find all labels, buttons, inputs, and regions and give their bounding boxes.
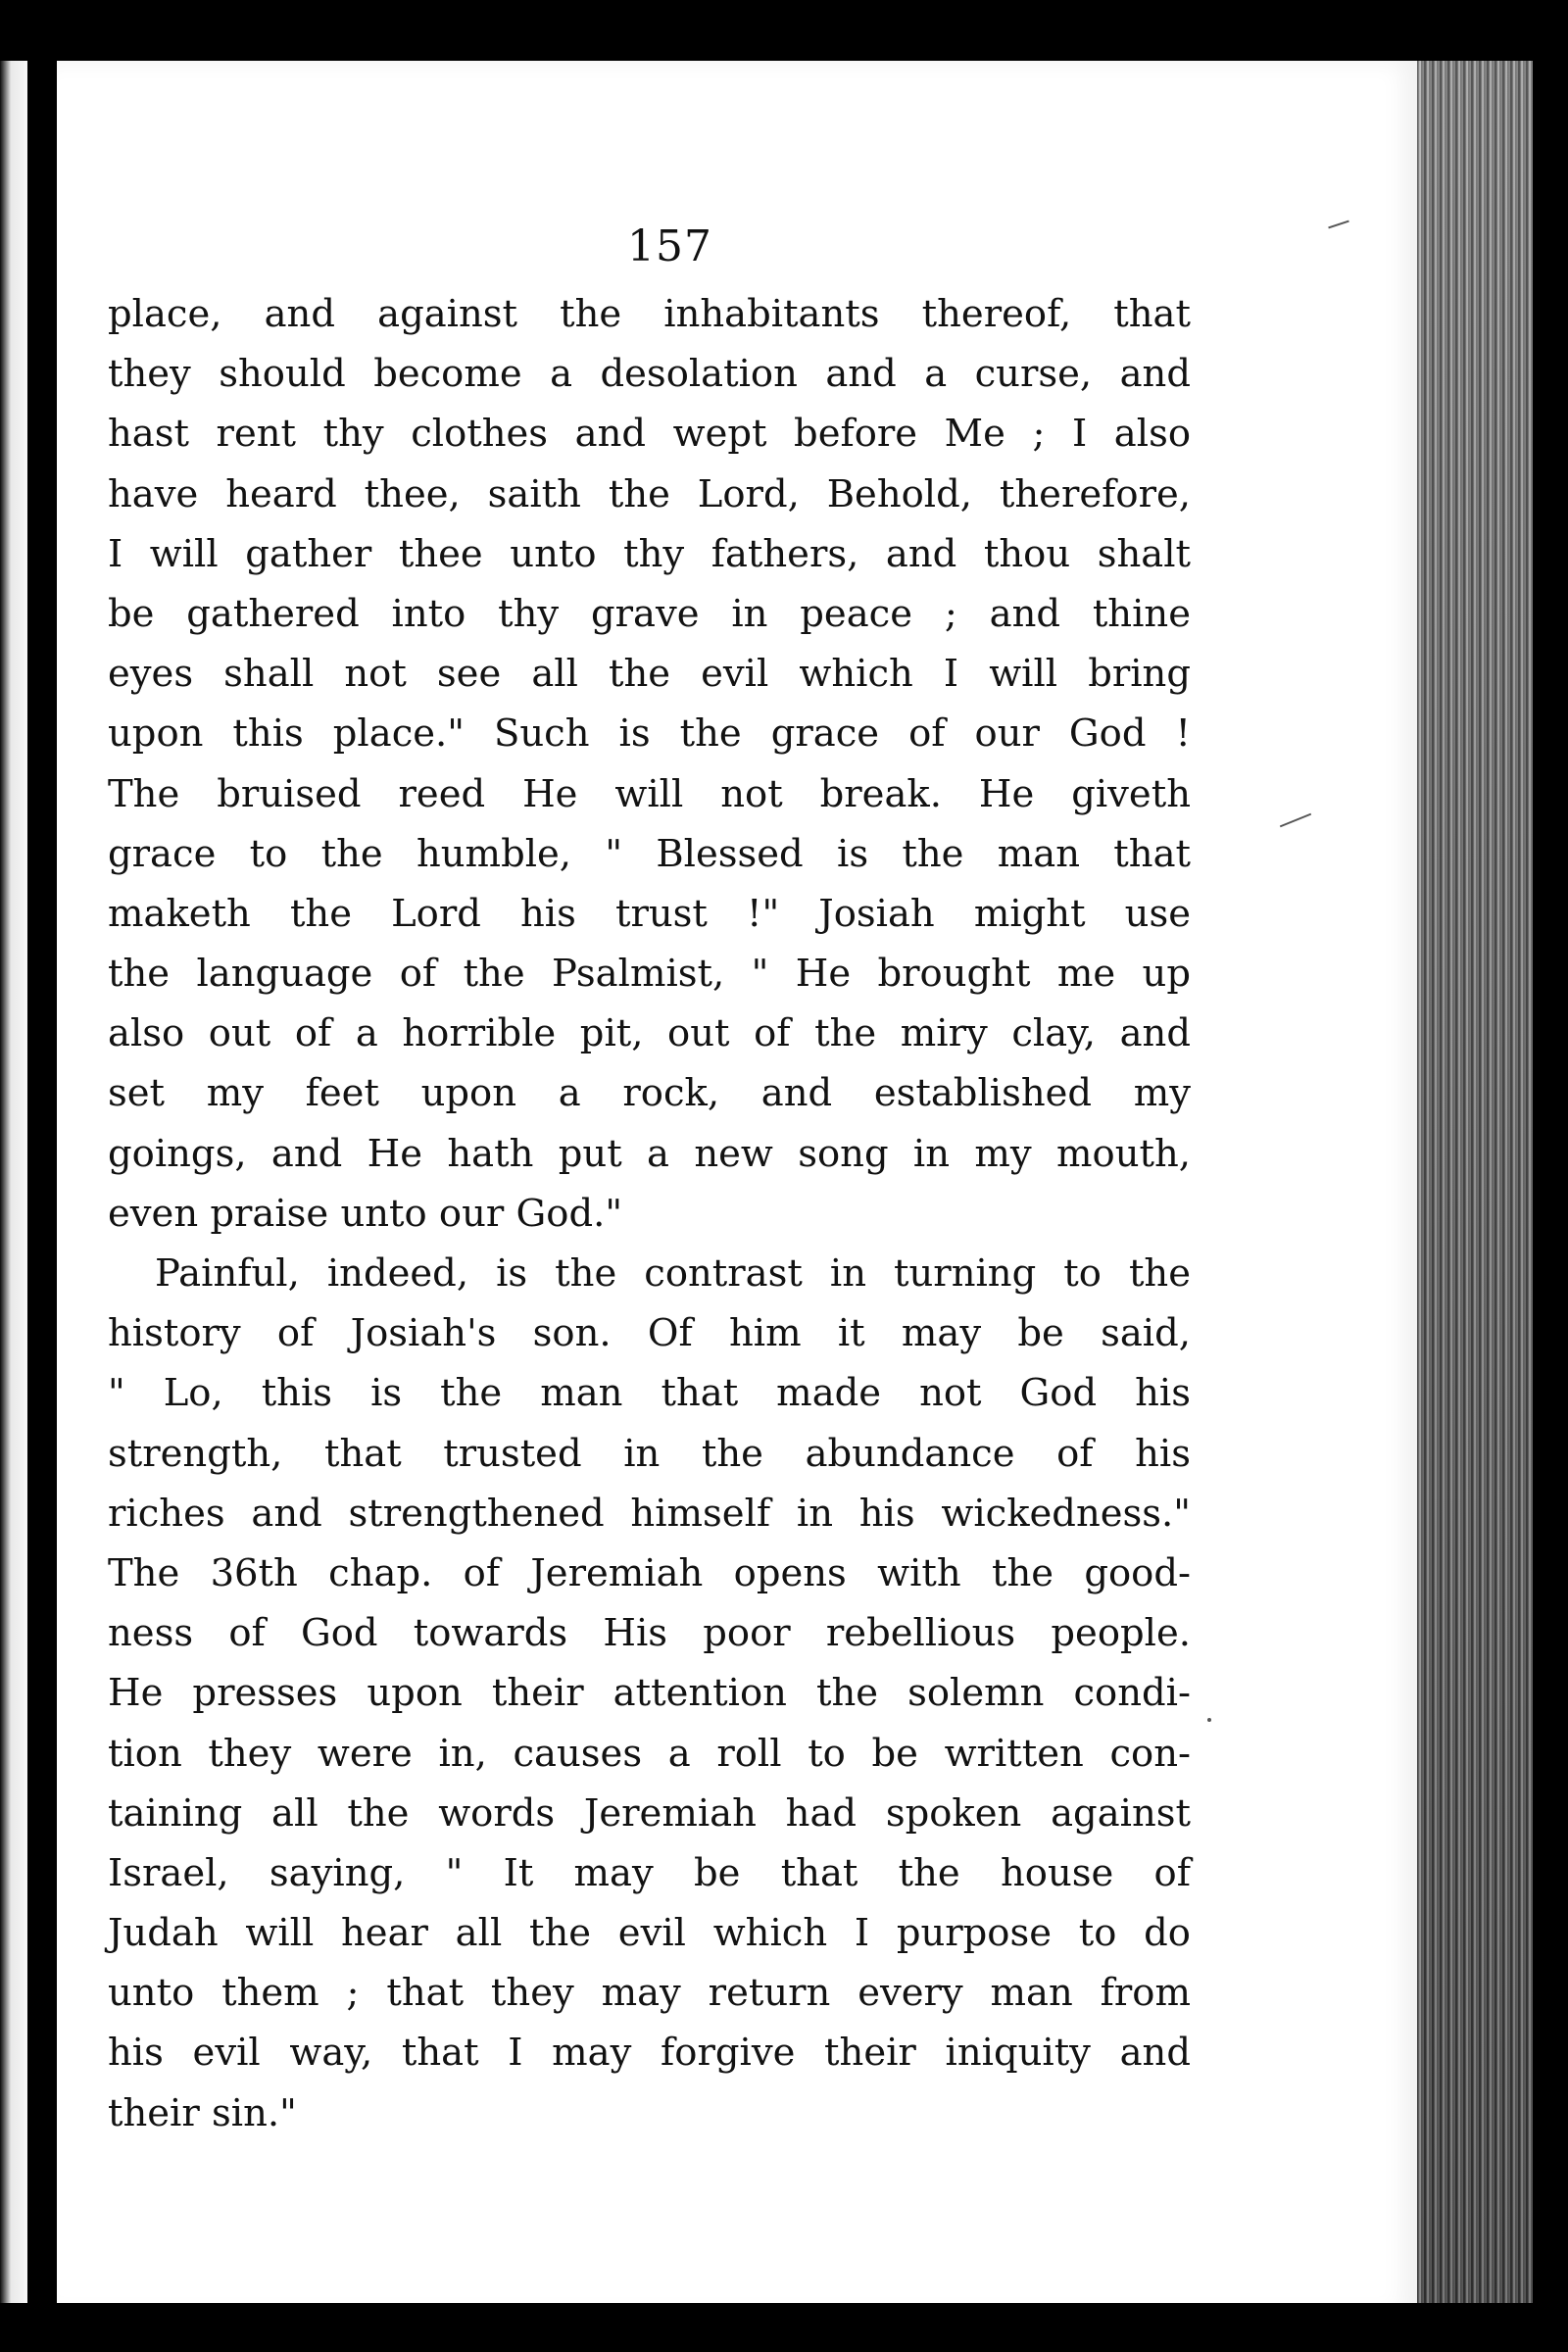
- text-line: grace to the humble, " Blessed is the man that: [108, 831, 1191, 876]
- text-line: have heard thee, saith the Lord, Behold, therefore,: [108, 471, 1191, 516]
- text-line: Judah will hear all the evil which I purpose to do: [108, 1911, 1191, 1956]
- text-line: Israel, saying, " It may be that the house of: [108, 1850, 1191, 1895]
- page-number: 157: [627, 221, 712, 271]
- text-line: hast rent thy clothes and wept before Me ; I also: [108, 412, 1191, 457]
- scan-border-bottom: [0, 2303, 1568, 2352]
- text-line: set my feet upon a rock, and established my: [108, 1071, 1191, 1116]
- text-line: The 36th chap. of Jeremiah opens with the good-: [108, 1550, 1191, 1595]
- scan-speck: [1207, 1718, 1211, 1722]
- text-line: I will gather thee unto thy fathers, and thou shalt: [108, 531, 1191, 576]
- text-line: tion they were in, causes a roll to be written con-: [108, 1731, 1191, 1776]
- text-line: maketh the Lord his trust !" Josiah might use: [108, 891, 1191, 936]
- text-line: history of Josiah's son. Of him it may be said,: [108, 1311, 1191, 1356]
- text-line: Painful, indeed, is the contrast in turning to the: [155, 1251, 1191, 1296]
- facing-page-edge: [0, 61, 27, 2305]
- text-line: their sin.": [108, 2090, 297, 2135]
- text-line: place, and against the inhabitants thereof, that: [108, 292, 1191, 336]
- text-line: also out of a horrible pit, out of the miry clay, and: [108, 1011, 1191, 1056]
- text-line: his evil way, that I may forgive their iniquity and: [108, 2031, 1191, 2076]
- text-line: ness of God towards His poor rebellious people.: [108, 1611, 1191, 1656]
- body-text: [108, 284, 1191, 2143]
- paragraph-2: [108, 1244, 1191, 2143]
- text-line: goings, and He hath put a new song in my mouth,: [108, 1131, 1191, 1176]
- text-line: " Lo, this is the man that made not God his: [108, 1371, 1191, 1416]
- text-line: eyes shall not see all the evil which I will bring: [108, 652, 1191, 697]
- text-line: strength, that trusted in the abundance of his: [108, 1431, 1191, 1476]
- text-line: even praise unto our God.": [108, 1191, 623, 1236]
- text-line: the language of the Psalmist, " He brought me up: [108, 952, 1191, 997]
- text-line: unto them ; that they may return every man from: [108, 1971, 1191, 2016]
- text-line: upon this place." Such is the grace of our God !: [108, 711, 1191, 757]
- page-block-edge: [1417, 61, 1533, 2334]
- text-line: taining all the words Jeremiah had spoken against: [108, 1790, 1191, 1836]
- text-line: be gathered into thy grave in peace ; and thine: [108, 591, 1191, 636]
- paragraph-1: [108, 284, 1191, 1244]
- text-line: He presses upon their attention the solemn condi-: [108, 1671, 1191, 1716]
- text-line: they should become a desolation and a curse, and: [108, 352, 1191, 397]
- text-line: The bruised reed He will not break. He giveth: [108, 771, 1191, 816]
- text-line: riches and strengthened himself in his wickedness.": [108, 1491, 1191, 1536]
